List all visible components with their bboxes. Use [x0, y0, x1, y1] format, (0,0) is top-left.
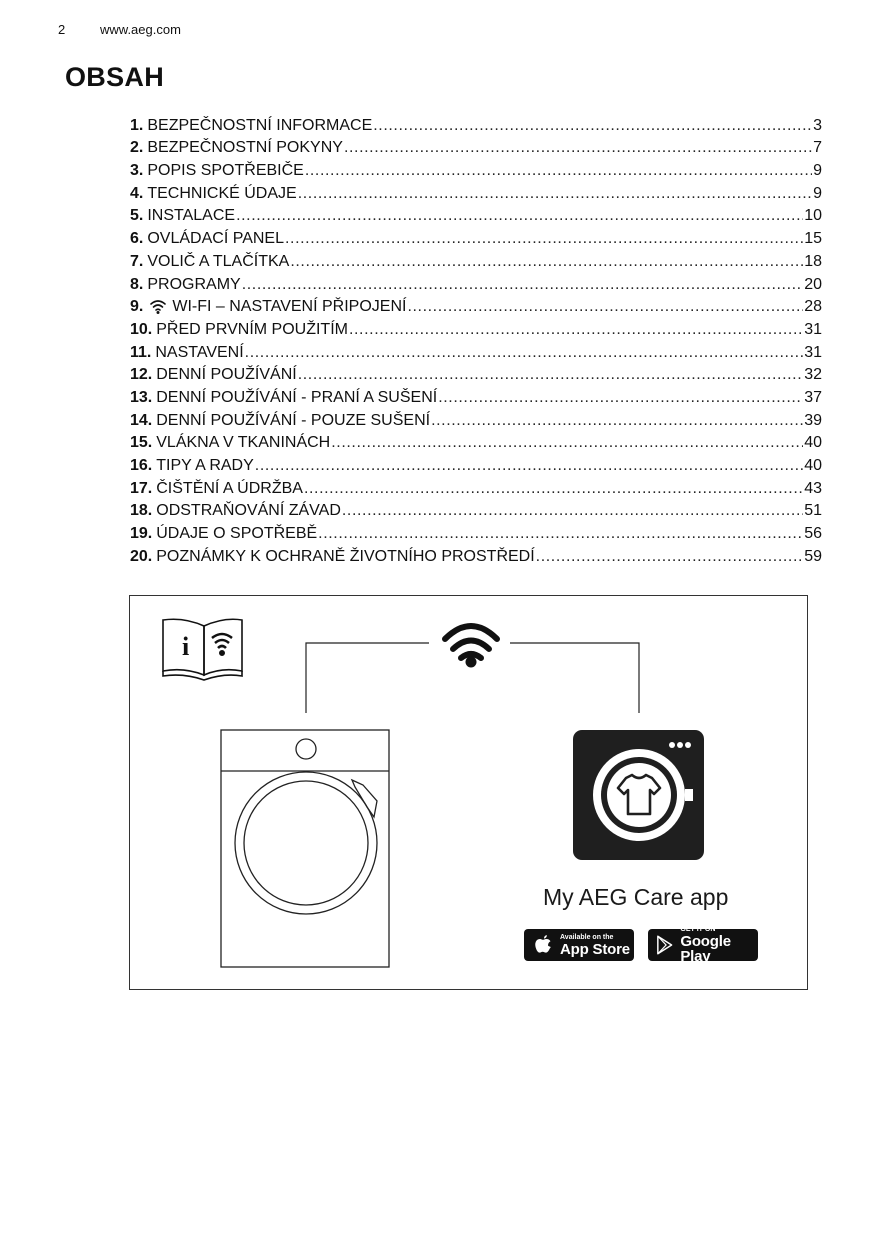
toc-page: 51 — [804, 502, 822, 520]
toc-entry[interactable] — [130, 203, 822, 226]
toc-label: VLÁKNA V TKANINÁCH — [156, 434, 331, 452]
toc-number: 5. — [130, 207, 144, 225]
toc-number: 2. — [130, 139, 144, 157]
toc-page: 28 — [804, 298, 822, 316]
toc-page: 10 — [804, 207, 822, 225]
toc-label: NASTAVENÍ — [155, 343, 244, 361]
toc-label: PROGRAMY — [147, 275, 241, 293]
toc-leader — [298, 185, 812, 203]
toc-number: 15. — [130, 434, 153, 452]
toc-number: 18. — [130, 502, 153, 520]
toc-label: TIPY A RADY — [156, 457, 254, 474]
svg-text:i: i — [181, 631, 189, 661]
toc-number: 8. — [130, 275, 144, 293]
toc-leader — [245, 344, 804, 362]
toc-label: ODSTRAŇOVÁNÍ ZÁVAD — [156, 502, 341, 520]
toc-entry[interactable] — [130, 271, 822, 294]
toc-entry[interactable] — [130, 475, 822, 498]
toc-leader — [242, 276, 804, 294]
toc-leader — [304, 480, 803, 498]
table-of-contents — [130, 112, 822, 566]
page-number: 2 — [58, 22, 66, 37]
toc-entry[interactable] — [130, 112, 822, 135]
toc-entry[interactable] — [130, 498, 822, 521]
toc-page: 7 — [813, 139, 822, 157]
page-header — [58, 22, 181, 37]
app-store-badge[interactable] — [524, 929, 634, 961]
toc-entry[interactable] — [130, 430, 822, 453]
toc-label: POPIS SPOTŘEBIČE — [147, 162, 304, 180]
toc-number: 19. — [130, 525, 153, 543]
toc-label: DENNÍ POUŽÍVÁNÍ - PRANÍ A SUŠENÍ — [156, 388, 438, 406]
toc-leader — [344, 139, 812, 157]
toc-page: 18 — [804, 252, 822, 270]
toc-page: 39 — [804, 411, 822, 429]
page-title: OBSAH — [65, 62, 165, 92]
toc-label: ČIŠTĚNÍ A ÚDRŽBA — [156, 479, 303, 497]
toc-number: 3. — [130, 162, 144, 180]
toc-page: 31 — [804, 320, 822, 338]
toc-page: 3 — [813, 116, 822, 134]
toc-label: ÚDAJE O SPOTŘEBĚ — [156, 525, 318, 543]
toc-leader — [298, 366, 803, 384]
washing-machine-icon — [221, 730, 389, 967]
google-play-icon — [656, 934, 674, 956]
app-icon[interactable] — [573, 730, 704, 860]
toc-page: 20 — [804, 275, 822, 293]
toc-page: 59 — [804, 547, 822, 565]
toc-leader — [290, 253, 803, 271]
toc-number: 11. — [130, 343, 152, 361]
toc-number: 10. — [130, 320, 153, 338]
toc-leader — [318, 525, 803, 543]
toc-entry[interactable] — [130, 248, 822, 271]
toc-entry[interactable] — [130, 225, 822, 248]
toc-page: 9 — [813, 184, 822, 202]
toc-label: WI-FI – NASTAVENÍ PŘIPOJENÍ — [172, 298, 407, 316]
toc-entry[interactable] — [130, 135, 822, 158]
toc-entry[interactable] — [130, 543, 822, 566]
toc-entry[interactable] — [130, 452, 822, 475]
toc-label: DENNÍ POUŽÍVÁNÍ - POUZE SUŠENÍ — [156, 411, 431, 429]
toc-number: 1. — [130, 116, 144, 134]
toc-page: 37 — [804, 388, 822, 406]
toc-page: 40 — [804, 457, 822, 474]
google-play-text: Google Play — [680, 933, 731, 965]
toc-number: 4. — [130, 184, 144, 202]
toc-label: OVLÁDACÍ PANEL — [147, 230, 284, 248]
toc-number: 12. — [130, 366, 153, 384]
toc-entry[interactable] — [130, 180, 822, 203]
toc-number: 17. — [130, 479, 153, 497]
toc-page: 40 — [804, 434, 822, 452]
toc-leader — [236, 207, 803, 225]
toc-entry[interactable] — [130, 294, 822, 317]
toc-page: 32 — [804, 366, 822, 384]
toc-leader — [407, 298, 803, 316]
toc-entry[interactable] — [130, 407, 822, 430]
toc-number: 16. — [130, 457, 153, 474]
toc-number: 9. — [130, 298, 144, 316]
app-name: My AEG Care app — [543, 884, 729, 910]
toc-leader — [431, 412, 803, 430]
app-store-text: App Store — [560, 940, 630, 958]
toc-page: 31 — [804, 343, 822, 361]
toc-leader — [305, 162, 812, 180]
toc-entry[interactable] — [130, 339, 822, 362]
toc-number: 13. — [130, 388, 153, 406]
google-play-badge[interactable] — [648, 926, 758, 965]
toc-number: 6. — [130, 230, 144, 248]
toc-page: 56 — [804, 525, 822, 543]
toc-entry[interactable] — [130, 157, 822, 180]
toc-entry[interactable] — [130, 316, 822, 339]
toc-number: 7. — [130, 252, 144, 270]
toc-leader — [331, 434, 803, 452]
toc-page: 9 — [813, 162, 822, 180]
toc-label: POZNÁMKY K OCHRANĚ ŽIVOTNÍHO PROSTŘEDÍ — [156, 547, 535, 565]
toc-label: BEZPEČNOSTNÍ INFORMACE — [147, 116, 373, 134]
toc-leader — [536, 548, 804, 566]
toc-label: BEZPEČNOSTNÍ POKYNY — [147, 139, 343, 157]
toc-number: 14. — [130, 411, 153, 429]
toc-leader — [255, 457, 803, 475]
info-manual-icon — [163, 619, 242, 680]
toc-entry[interactable] — [130, 384, 822, 407]
website-link[interactable]: www.aeg.com — [100, 22, 181, 37]
toc-label: TECHNICKÉ ÚDAJE — [147, 184, 297, 202]
toc-leader — [438, 389, 803, 407]
toc-entry[interactable] — [130, 520, 822, 543]
google-play-small-text: GET IT ON — [680, 926, 716, 933]
toc-number: 20. — [130, 547, 153, 565]
toc-leader — [342, 502, 803, 520]
wifi-icon — [445, 626, 497, 668]
toc-label: INSTALACE — [147, 207, 236, 225]
app-store-small-text: Available on the — [560, 933, 614, 941]
wifi-icon — [148, 298, 168, 316]
toc-leader — [373, 117, 812, 135]
toc-label: PŘED PRVNÍM POUŽITÍM — [156, 320, 348, 338]
toc-entry[interactable] — [130, 362, 822, 385]
toc-page: 15 — [804, 230, 822, 248]
apple-icon — [534, 934, 554, 956]
toc-leader — [349, 321, 803, 339]
toc-leader — [285, 230, 803, 248]
toc-label: VOLIČ A TLAČÍTKA — [147, 252, 290, 270]
toc-page: 43 — [804, 479, 822, 497]
toc-label: DENNÍ POUŽÍVÁNÍ — [156, 366, 297, 384]
